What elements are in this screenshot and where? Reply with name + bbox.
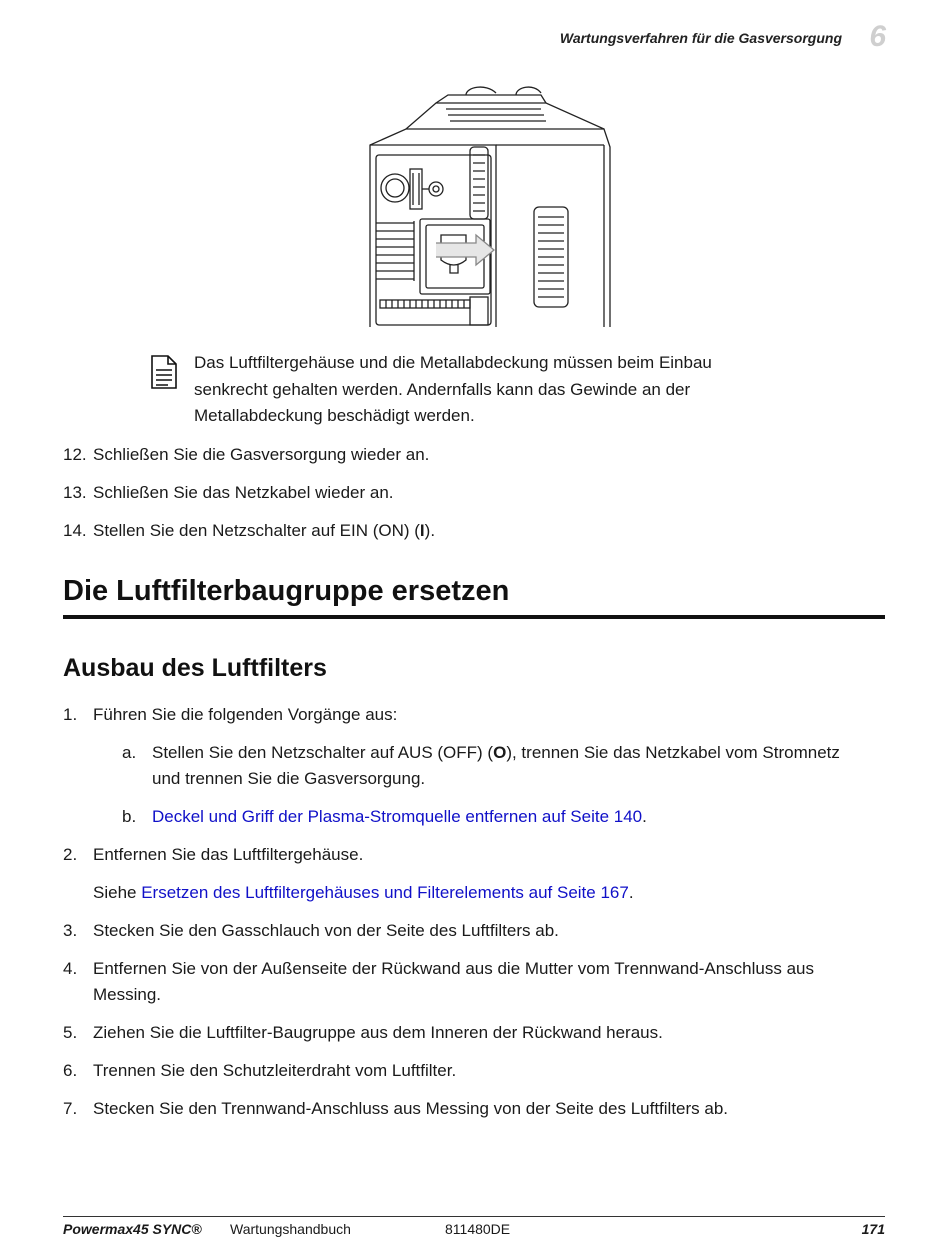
step-number: 5. [63, 1023, 78, 1042]
power-supply-rear-illustration [366, 85, 612, 330]
step-2 [63, 842, 363, 868]
footer-manual: Wartungshandbuch [230, 1221, 351, 1237]
substep-text-part: ), trennen Sie das Netzkabel vom Stromnetz [506, 743, 840, 762]
substep-text-part: und trennen Sie die Gasversorgung. [152, 769, 426, 788]
substep-text [152, 804, 862, 830]
substep-letter: b. [122, 807, 137, 826]
step-text [93, 956, 814, 1008]
footer-doc-number: 811480DE [445, 1221, 511, 1237]
step-number: 2. [63, 845, 78, 864]
step-4 [63, 956, 814, 1008]
substep-text-part: Stellen Sie den Netzschalter auf AUS (OFF) ( [152, 743, 494, 762]
on-symbol: I [419, 521, 425, 540]
step-text: Ziehen Sie die Luftfilter-Baugruppe aus dem Inneren der Rückwand heraus. [93, 1023, 663, 1042]
subsection-heading: Ausbau des Luftfilters [63, 654, 327, 682]
step-number: 12. [63, 445, 87, 464]
section-heading: Die Luftfilterbaugruppe ersetzen [63, 575, 510, 607]
step-1b [122, 804, 862, 830]
punctuation: . [628, 883, 634, 902]
step-number: 1. [63, 705, 78, 724]
step-7 [63, 1096, 728, 1122]
substep-text [152, 740, 862, 792]
note-line: senkrecht gehalten werden. Andernfalls kann das Gewinde an der [194, 379, 691, 399]
step-text-part: Messing. [93, 985, 162, 1004]
step-number: 3. [63, 921, 78, 940]
note-text [194, 350, 754, 430]
step-13 [63, 480, 394, 506]
step-14 [63, 518, 435, 544]
step-text: Stecken Sie den Gasschlauch von der Seite des Luftfilters ab. [93, 921, 559, 940]
step-text: Trennen Sie den Schutzleiterdraht vom Luftfilter. [93, 1061, 457, 1080]
footer-rule [63, 1216, 885, 1217]
reference-prefix: Siehe [93, 883, 142, 902]
note-icon [150, 354, 178, 390]
step-text: Entfernen Sie das Luftfiltergehäuse. [93, 845, 364, 864]
heading-rule [63, 615, 885, 619]
note-line: Metallabdeckung beschädigt werden. [194, 406, 475, 425]
running-header-title: Wartungsverfahren für die Gasversorgung [559, 30, 842, 46]
step-text [93, 518, 435, 544]
step-2-reference [93, 880, 634, 906]
cross-reference-link[interactable]: Deckel und Griff der Plasma-Stromquelle entfernen auf Seite 140 [152, 807, 643, 826]
step-text: Schließen Sie die Gasversorgung wieder an. [93, 445, 430, 464]
chapter-number: 6 [869, 20, 886, 53]
step-3 [63, 918, 559, 944]
step-number: 4. [63, 959, 78, 978]
step-number: 7. [63, 1099, 78, 1118]
step-text-part: Stellen Sie den Netzschalter auf EIN (ON) ( [93, 521, 420, 540]
note-line: Das Luftfiltergehäuse und die Metallabdeckung müssen beim Einbau [194, 353, 712, 372]
step-number: 6. [63, 1061, 78, 1080]
step-6 [63, 1058, 456, 1084]
punctuation: . [642, 807, 647, 826]
off-symbol: O [493, 743, 507, 762]
substep-letter: a. [122, 743, 137, 762]
step-text-part: ). [424, 521, 436, 540]
step-text: Führen Sie die folgenden Vorgänge aus: [93, 705, 398, 724]
footer-page-number: 171 [861, 1221, 885, 1237]
footer-product: Powermax45 SYNC® [63, 1221, 202, 1237]
step-5 [63, 1020, 663, 1046]
step-text-part: Entfernen Sie von der Außenseite der Rückwand aus die Mutter vom Trennwand-Anschluss aus [93, 959, 814, 978]
step-number: 13. [63, 483, 87, 502]
step-1a [122, 740, 862, 792]
step-1 [63, 702, 397, 728]
step-text: Stecken Sie den Trennwand-Anschluss aus Messing von der Seite des Luftfilters ab. [93, 1099, 729, 1118]
step-12 [63, 442, 429, 468]
cross-reference-link[interactable]: Ersetzen des Luftfiltergehäuses und Filterelements auf Seite 167 [141, 883, 629, 902]
step-number: 14. [63, 521, 87, 540]
step-text: Schließen Sie das Netzkabel wieder an. [93, 483, 394, 502]
